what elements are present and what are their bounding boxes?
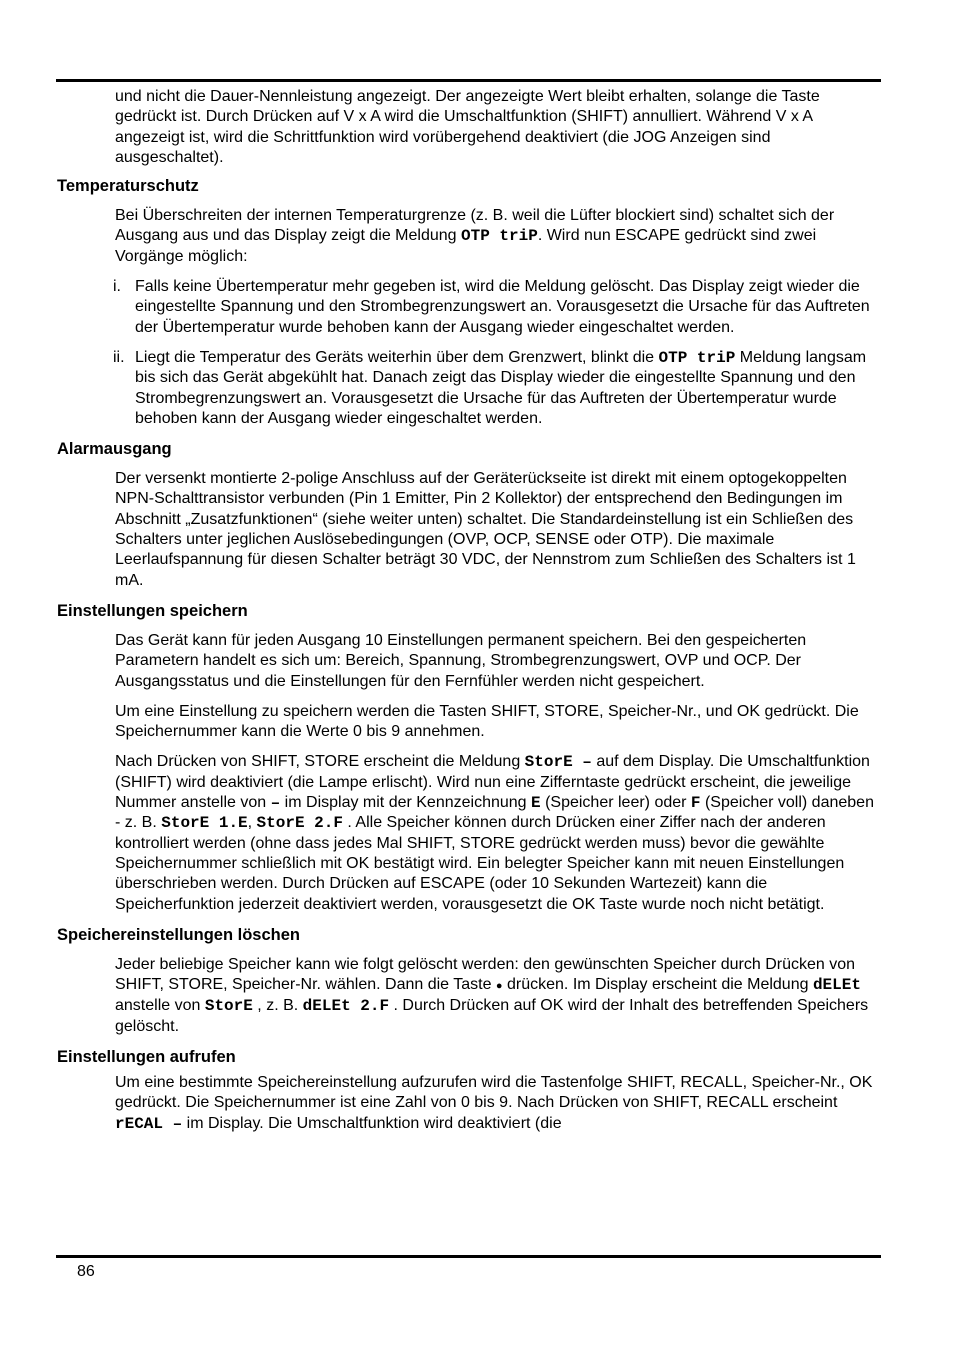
header-rule — [56, 79, 881, 82]
page-number: 86 — [77, 1263, 95, 1280]
store-code: StorE – — [524, 753, 592, 772]
alarm-paragraph: Der versenkt montierte 2-polige Anschluss auf der Geräterückseite ist direkt mit einem optogekoppelten NPN-Schalttransistor verbunden (Pin 1 Emitter, Pin 2 Kollektor) der entsprechend den Bedingungen im Abschnitt „Zusatzfunktionen“ (siehe weiter unten) schaltet. Die Standardeinstellung ist ein Schließen des Schalters unter jeglichen Auslösebedingungen (OVP, OCP, SENSE oder OTP). Die maximale Leerlaufspannung für diesen Schalter beträgt 30 VDC, der Nennstrom zum Schließen des Schalters ist 1 mA. — [115, 470, 856, 589]
dash-code: – — [270, 794, 281, 813]
store-1e-code: StorE 1.E — [161, 814, 248, 833]
heading-einstellungen-speichern: Einstellungen speichern — [57, 601, 248, 620]
page-content — [0, 87, 954, 1144]
heading-speichereinstellungen-loeschen: Speichereinstellungen löschen — [57, 925, 300, 944]
recall-paragraph: Um eine bestimmte Speichereinstellung aufzurufen wird die Tastenfolge SHIFT, RECALL, Speicher-Nr., OK gedrückt. Die Speichernummer ist eine Zahl von 0 bis 9. Nach Drücken von SHIFT, RECALL erscheint rECAL – im Display. Die Umschaltfunktion wird deaktiviert (die — [115, 1073, 873, 1133]
heading-temperaturschutz: Temperaturschutz — [57, 177, 199, 196]
temperature-paragraph: Bei Überschreiten der internen Temperaturgrenze (z. B. weil die Lüfter blockiert sind) schaltet sich der Ausgang aus und das Display zeigt die Meldung OTP triP. Wird nun ESCAPE gedrückt sind zwei Vorgänge möglich: — [115, 207, 835, 265]
store-code: StorE — [204, 997, 253, 1016]
list-item-number: i. — [113, 278, 121, 296]
store-paragraph-3: Nach Drücken von SHIFT, STORE erscheint die Meldung StorE – auf dem Display. Die Umschaltfunktion (SHIFT) wird deaktiviert (die Lampe erlischt). Wird nun eine Zifferntaste gedrückt erscheint, die jeweilige Nummer anstelle von – im Display mit der Kennzeichnung E (Speicher leer) oder F (Speicher voll) daneben - z. B. StorE 1.E, StorE 2.F . Alle Speicher können durch Drücken einer Ziffer nach der anderen kontrolliert werden (ohne dass jedes Mal SHIFT, STORE gedrückt werden muss) bevor die gewählte Speichernummer schließlich mit OK bestätigt wird. Ein belegter Speicher kann mit neuen Einstellungen überschrieben werden. Durch Drücken auf ESCAPE (oder 10 Sekunden Wartezeit) kann die Speicherfunktion jederzeit deaktiviert werden, vorausgesetzt die OK Taste wurde noch nicht betätigt. — [115, 753, 874, 913]
heading-alarmausgang: Alarmausgang — [57, 440, 172, 459]
intro-paragraph: und nicht die Dauer-Nennleistung angezeigt. Der angezeigte Wert bleibt erhalten, solange die Taste gedrückt ist. Durch Drücken auf V x A wird die Umschaltfunktion (SHIFT) annulliert. Während V x A angezeigt ist, wird die Schrittfunktion wird vorübergehend deaktiviert (die JOG Anzeigen sind ausgeschaltet). — [115, 88, 820, 166]
delete-2f-code: dELEt 2.F — [302, 997, 390, 1016]
otp-trip-code: OTP triP — [461, 227, 538, 246]
empty-code: E — [531, 794, 541, 813]
list-item: ii. Liegt die Temperatur des Geräts weiterhin über dem Grenzwert, blinkt die OTP triP Meldung langsam bis sich das Gerät abgekühlt hat. Danach zeigt das Display wieder die eingestellte Spannung und den Strombegrenzungswert an. Vorausgesetzt die Ursache für das Auftreten der Übertemperatur wurde behoben kann der Ausgang wieder eingeschaltet werden. — [113, 348, 867, 427]
store-paragraph-1: Das Gerät kann für jeden Ausgang 10 Einstellungen permanent speichern. Bei den gespeicherten Parametern handelt es sich um: Bereich, Spannung, Strombegrenzungswert, OVP und OCP. Der Ausgangsstatus und die Einstellungen für den Fernfühler werden nicht gespeichert. — [115, 631, 807, 690]
store-paragraph-2: Um eine Einstellung zu speichern werden die Tasten SHIFT, STORE, Speicher-Nr., und OK gedrückt. Die Speichernummer kann die Werte 0 bis 9 annehmen. — [115, 702, 859, 741]
dot-key-icon: ● — [495, 980, 503, 993]
footer-rule — [56, 1255, 881, 1258]
delete-paragraph: Jeder beliebige Speicher kann wie folgt gelöscht werden: den gewünschten Speicher durch Drücken von SHIFT, STORE, Speicher-Nr. wählen. Dann die Taste ● drücken. Im Display erscheint die Meldung dELEt anstelle von StorE , z. B. dELEt 2.F . Durch Drücken auf OK wird der Inhalt des betreffenden Speichers gelöscht. — [115, 955, 869, 1035]
full-code: F — [690, 794, 701, 813]
list-item-number: ii. — [113, 348, 125, 366]
delete-code: dELEt — [812, 976, 861, 995]
list-item: i. Falls keine Übertemperatur mehr gegeben ist, wird die Meldung gelöscht. Das Display zeigt wieder die eingestellte Spannung und den Strombegrenzungswert an. Vorausgesetzt die Ursache für das Auftreten der Übertemperatur wurde behoben kann der Ausgang wieder eingeschaltet werden. — [113, 278, 870, 336]
heading-einstellungen-aufrufen: Einstellungen aufrufen — [57, 1047, 236, 1066]
recall-code: rECAL – — [115, 1114, 183, 1133]
store-2f-code: StorE 2.F — [256, 814, 343, 833]
otp-trip-code: OTP triP — [658, 348, 736, 367]
